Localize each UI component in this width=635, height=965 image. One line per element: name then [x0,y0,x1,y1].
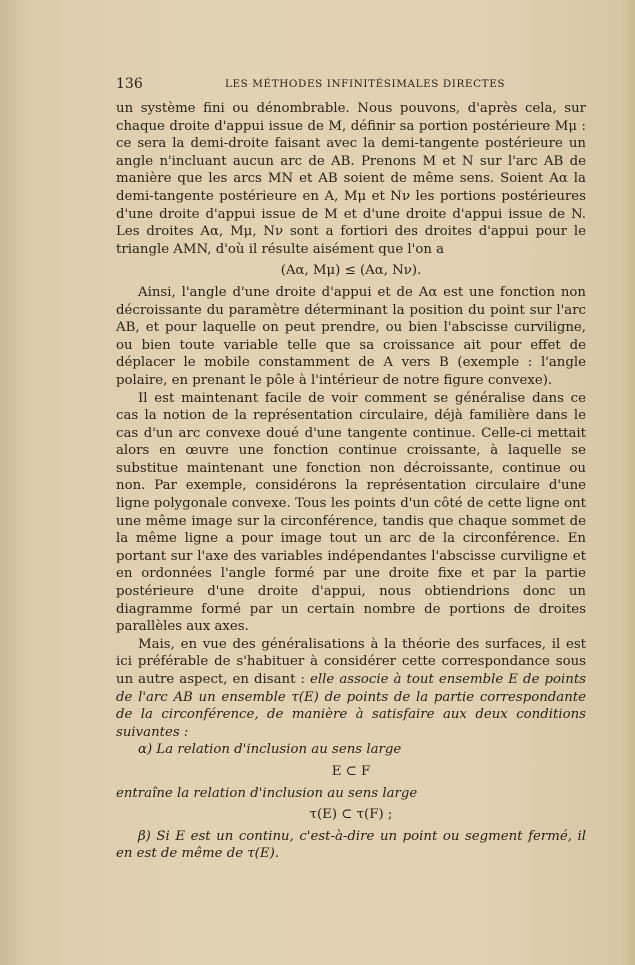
page-body [116,100,586,863]
condition-alpha-consequence: entraîne la relation d'inclusion au sens large [116,785,418,801]
page-header [116,76,571,96]
paragraph-circular-representation: Il est maintenant facile de voir comment se généralise dans ce cas la notion de la représentation circulaire, déjà familière dans le cas d'un arc convexe doué d'une tangente continue. Celle-ci mettait alors en œuvre une fonction continue croissante, à laquelle se substitue maintenant une fonction non décroissante, continue ou non. Par exemple, considérons la représentation circulaire d'une ligne polygonale convexe. Tous les points d'un côté de cette ligne ont une même image sur la circonférence, tandis que chaque sommet de la même ligne a pour image tout un arc de la circonférence. En portant sur l'axe des variables indépendantes l'abscisse curviligne et en ordonnées l'angle formé par une droite fixe et par la partie postérieure d'une droite d'appui, nous obtiendrions donc un diagramme formé par un certain nombre de portions de droites parallèles aux axes. [116,390,586,635]
page-number: 136 [116,76,143,92]
paragraph-generalisation [116,636,586,742]
paragraph-angle-function: Ainsi, l'angle d'une droite d'appui et de Aα est une fonction non décroissante du paramètre déterminant la position du point sur l'arc AB, et pour laquelle on peut prendre, ou bien l'abscisse curviligne, ou bien toute variable telle que sa croissance ait pour effet de déplacer le mobile constamment de A vers B (exemple : l'angle polaire, en prenant le pôle à l'intérieur de notre figure convexe). [116,284,586,388]
paragraph-continuation: un système fini ou dénombrable. Nous pouvons, d'après cela, sur chaque droite d'appui issue de M, définir sa portion postérieure Mμ : ce sera la demi-droite faisant avec la demi-tangente postérieure un angle n'incluant aucun arc de AB. Prenons M et N sur l'arc AB de manière que les arcs MN et AB soient de même sens. Soient Aα la demi-tangente postérieure en A, Mμ et Nν les portions postérieures d'une droite d'appui issue de M et d'une droite d'appui issue de N. Les droites Aα, Mμ, Nν sont a fortiori des droites d'appui pour le triangle AMN, d'où il résulte aisément que l'on a [116,101,586,257]
inclusion-formula-2: τ(E) ⊂ τ(F) ; [309,807,393,823]
running-title: LES MÉTHODES INFINITÉSIMALES DIRECTES [225,78,506,90]
generalisation-statement: elle associe à tout ensemble E de points de l'arc AB un ensemble τ(E) de points de la partie correspondante de la circonférence, de manière à satisfaire aux deux conditions suivantes : [116,672,586,740]
inclusion-formula-1: E ⊂ F [331,763,371,779]
condition-beta: β) Si E est un continu, c'est-à-dire un point ou segment fermé, il en est de même de τ(E). [116,828,586,862]
generalisation-intro: Mais, en vue des généralisations à la théorie des surfaces, il est ici préférable de s'habituer à considérer cette correspondance sous un autre aspect, en disant : [116,636,586,687]
condition-alpha: α) La relation d'inclusion au sens large [138,742,402,758]
inequality-formula: (Aα, Mμ) ≤ (Aα, Nν). [280,263,422,279]
